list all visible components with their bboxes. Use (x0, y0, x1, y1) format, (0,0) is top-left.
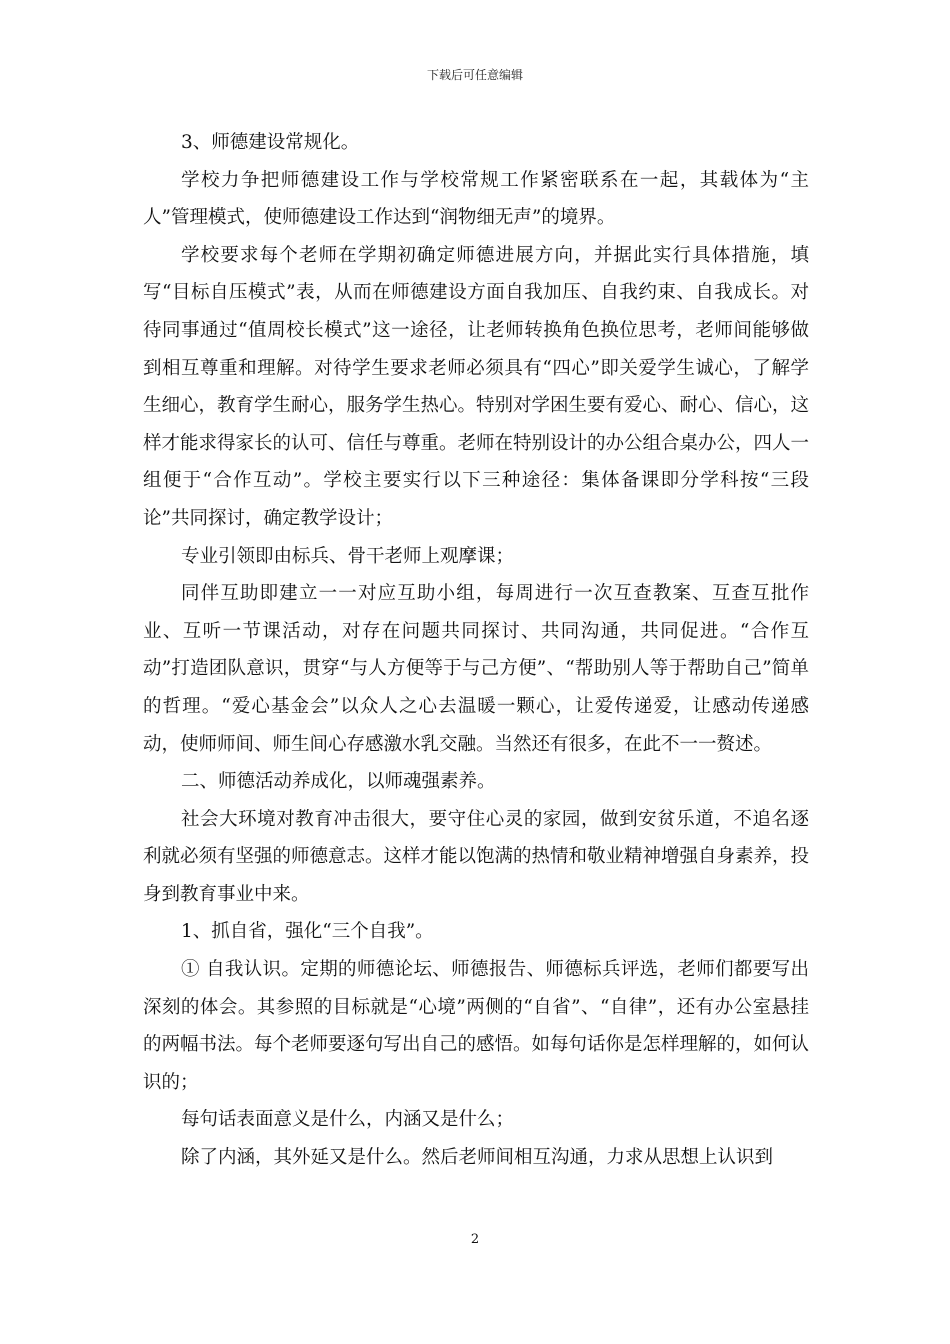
paragraph: 学校要求每个老师在学期初确定师德进展方向，并据此实行具体措施，填写“目标自压模式”表，从而在师德建设方面自我加压、自我约束、自我成长。对待同事通过“值周校长模式”这一途径，让老师转换角色换位思考，老师间能够做到相互尊重和理解。对待学生要求老师必须具有“四心”即关爱学生诚心，了解学生细心，教育学生耐心，服务学生热心。特别对学困生要有爱心、耐心、信心，这样才能求得家长的认可、信任与尊重。老师在特别设计的办公组合桌办公，四人一组便于“合作互动”。学校主要实行以下三种途径：集体备课即分学科按“三段论”共同探讨，确定教学设计； (143, 244, 810, 529)
paragraph: 3、师德建设常规化。 (181, 132, 360, 153)
paragraph: 除了内涵，其外延又是什么。然后老师间相互沟通，力求从思想上认识到 (181, 1147, 774, 1169)
paragraph: 学校力争把师德建设工作与学校常规工作紧密联系在一起，其载体为“主人”管理模式，使师德建设工作达到“润物细无声”的境界。 (143, 169, 809, 229)
paragraph: ① 自我认识。定期的师德论坛、师德报告、师德标兵评选，老师们都要写出深刻的体会。其参照的目标就是“心境”两侧的“自省”、“自律”，还有办公室悬挂的两幅书法。每个老师要逐句写出自己的感悟。如每句话你是怎样理解的，如何认识的； (143, 959, 810, 1093)
page-header: 下载后可任意编辑 (426, 68, 523, 82)
page-number: 2 (470, 1232, 480, 1247)
paragraph: 专业引领即由标兵、骨干老师上观摩课； (181, 545, 515, 567)
subsection-heading: 1、抓自省，强化“三个自我”。 (181, 921, 434, 943)
section-heading: 二、师德活动养成化，以师魂强素养。 (181, 771, 496, 793)
paragraph: 同伴互助即建立一一对应互助小组，每周进行一次互查教案、互查互批作业、互听一节课活动，对存在问题共同探讨、共同沟通，共同促进。“合作互动”打造团队意识，贯穿“与人方便等于与己方便”、“帮助别人等于帮助自己”简单的哲理。“爱心基金会”以众人之心去温暖一颗心，让爱传递爱，让感动传递感动，使师师间、师生间心存感激水乳交融。当然还有很多，在此不一一赘述。 (143, 583, 809, 755)
paragraph: 社会大环境对教育冲击很大，要守住心灵的家园，做到安贫乐道，不追名逐利就必须有坚强的师德意志。这样才能以饱满的热情和敬业精神增强自身素养，投身到教育事业中来。 (143, 808, 810, 905)
paragraph: 每句话表面意义是什么，内涵又是什么； (181, 1109, 515, 1131)
document-body (143, 124, 809, 1177)
